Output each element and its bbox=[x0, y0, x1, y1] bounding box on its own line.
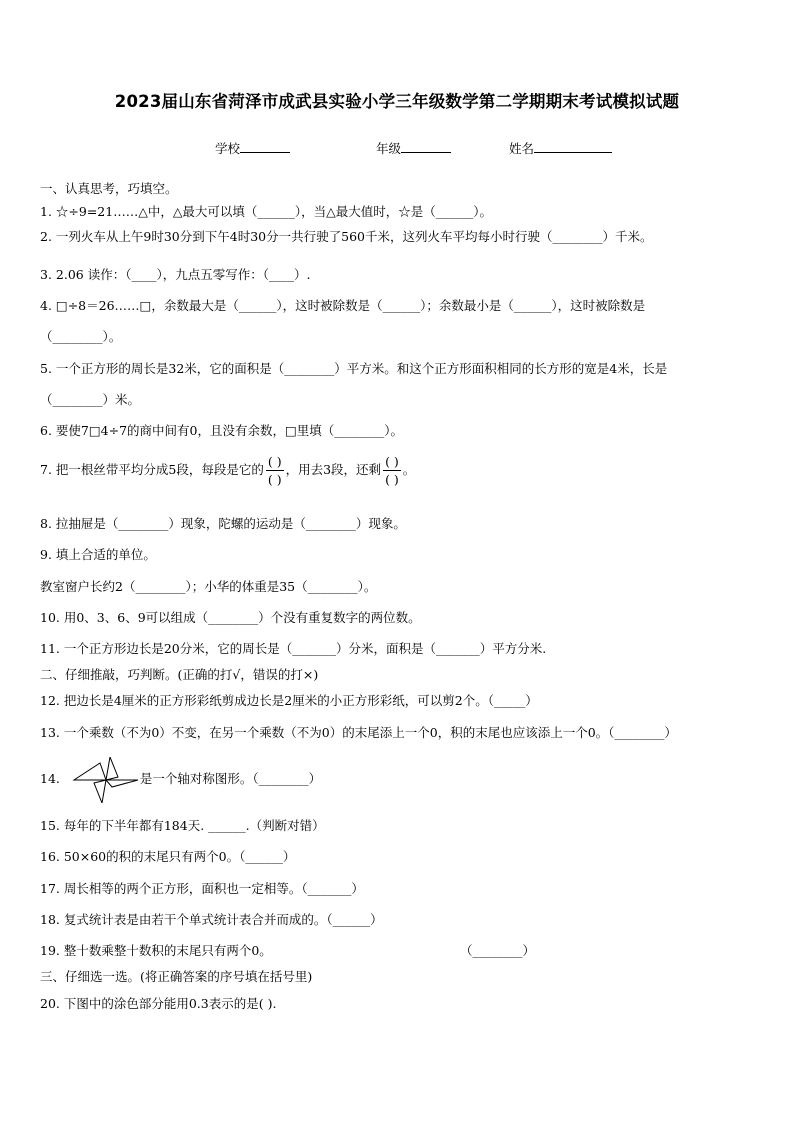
section-3-heading: 三、仔细选一选。(将正确答案的序号填在括号里) bbox=[40, 969, 313, 984]
question-19 bbox=[40, 942, 774, 960]
name-label: 姓名 bbox=[509, 141, 535, 156]
question-14-number: 14. bbox=[40, 771, 60, 786]
question-14-text: 是一个轴对称图形。（________） bbox=[139, 771, 322, 786]
question-14 bbox=[40, 756, 774, 803]
question-7-text-c: 。 bbox=[402, 462, 416, 477]
question-9-part-b: 教室窗户长约2（________）；小华的体重是35（________）。 bbox=[40, 579, 377, 594]
question-19-text: 19. 整十数乘整十数积的末尾只有两个0。 bbox=[40, 943, 272, 958]
grade-blank[interactable] bbox=[401, 139, 451, 153]
grade-field bbox=[376, 139, 451, 157]
section-2-heading: 二、仔细推敲，巧判断。(正确的打√，错误的打×) bbox=[40, 667, 319, 682]
name-blank[interactable] bbox=[534, 139, 612, 153]
exam-title: 2023届山东省菏泽市成武县实验小学三年级数学第二学期期末考试模拟试题 bbox=[114, 92, 680, 111]
fraction-2-denominator: ( ) bbox=[385, 472, 399, 487]
section-1-heading: 一、认真思考，巧填空。 bbox=[40, 181, 178, 196]
school-label: 学校 bbox=[215, 141, 241, 156]
question-15: 15. 每年的下半年都有184天. ______.（判断对错） bbox=[40, 818, 325, 833]
question-20: 20. 下图中的涂色部分能用0.3表示的是( ). bbox=[40, 996, 277, 1011]
question-3: 3. 2.06 读作：（____），九点五零写作：（____）. bbox=[40, 267, 311, 282]
fraction-1-denominator: ( ) bbox=[267, 472, 282, 487]
name-field bbox=[509, 139, 612, 157]
question-5-line1: 5. 一个正方形的周长是32米，它的面积是（________）平方米。和这个正方形面积相同的长方形的宽是4米，长是 bbox=[40, 361, 668, 376]
question-4-line2: （________）。 bbox=[40, 329, 122, 344]
question-7-text-b: ，用去3段，还剩 bbox=[285, 462, 382, 477]
pinwheel-figure bbox=[72, 757, 140, 803]
fraction-blank-1[interactable] bbox=[266, 454, 284, 487]
question-16: 16. 50×60的积的末尾只有两个0。（______） bbox=[40, 849, 296, 864]
question-2: 2. 一列火车从上午9时30分到下午4时30分一共行驶了560千米，这列火车平均每小时行驶（________）千米。 bbox=[40, 229, 653, 244]
question-1: 1. ☆÷9=21……△中，△最大可以填（______），当△最大值时，☆是（______）。 bbox=[40, 204, 493, 219]
question-6: 6. 要使7□4÷7的商中间有0，且没有余数，□里填（________）。 bbox=[40, 423, 404, 438]
question-7 bbox=[40, 454, 774, 487]
question-9: 9. 填上合适的单位。 bbox=[40, 547, 156, 562]
school-field bbox=[215, 139, 290, 157]
school-blank[interactable] bbox=[240, 139, 290, 153]
fraction-blank-2[interactable] bbox=[383, 454, 401, 487]
question-7-text-a: 7. 把一根丝带平均分成5段，每段是它的 bbox=[40, 462, 264, 477]
question-4-line1: 4. □÷8＝26……□，余数最大是（______），这时被除数是（______）；余数最小是（______），这时被除数是 bbox=[40, 298, 646, 313]
question-18: 18. 复式统计表是由若干个单式统计表合并而成的。（______） bbox=[40, 912, 383, 927]
question-5-line2: （________）米。 bbox=[40, 392, 141, 407]
question-10: 10. 用0、3、6、9可以组成（________）个没有重复数字的两位数。 bbox=[40, 610, 421, 625]
fraction-1-numerator: ( ) bbox=[267, 454, 282, 469]
grade-label: 年级 bbox=[376, 141, 402, 156]
question-8: 8. 拉抽屉是（________）现象，陀螺的运动是（________）现象。 bbox=[40, 516, 406, 531]
fraction-2-numerator: ( ) bbox=[385, 454, 399, 469]
question-11: 11. 一个正方形边长是20分米，它的周长是（_______）分米，面积是（_______）平方分米. bbox=[40, 641, 547, 656]
question-12: 12. 把边长是4厘米的正方形彩纸剪成边长是2厘米的小正方形彩纸，可以剪2个。（_____） bbox=[40, 693, 538, 708]
question-13: 13. 一个乘数（不为0）不变，在另一个乘数（不为0）的末尾添上一个0，积的末尾也应该添上一个0。（________） bbox=[40, 725, 677, 740]
question-17: 17. 周长相等的两个正方形，面积也一定相等。（_______） bbox=[40, 881, 364, 896]
question-19-blank[interactable]: （________） bbox=[460, 943, 536, 958]
